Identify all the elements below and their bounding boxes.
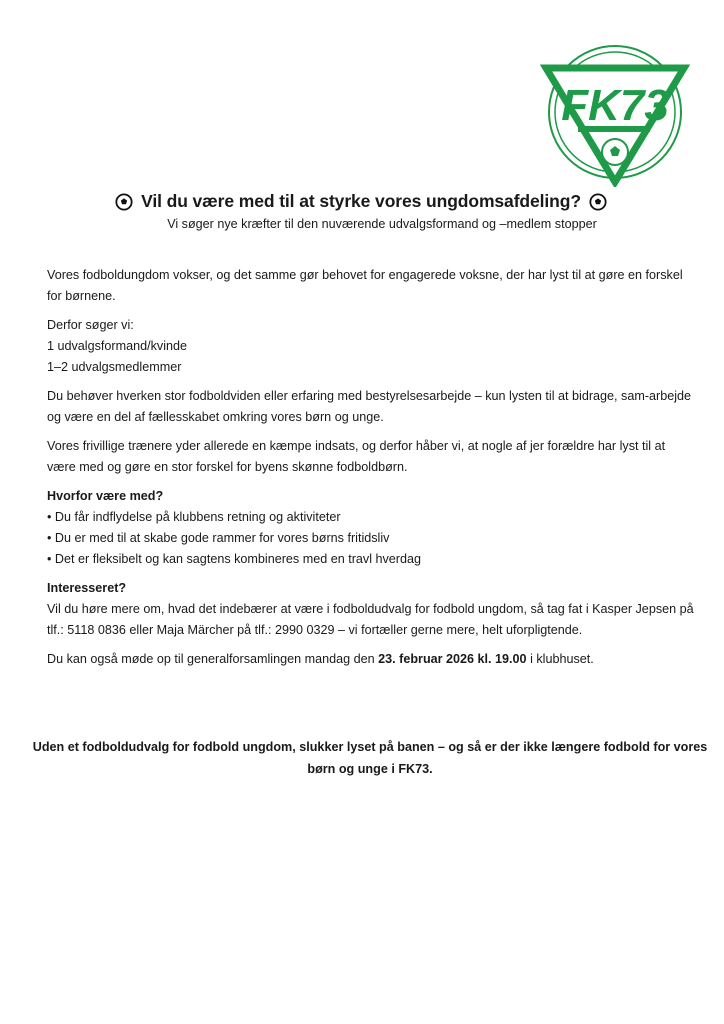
subtitle: Vi søger nye kræfter til den nuværende udvalgsformand og –medlem stopper (167, 217, 597, 231)
seeking-label: Derfor søger vi: (47, 318, 134, 332)
seeking-item: 1 udvalgsformand/kvinde (47, 339, 188, 353)
closing-statement: Uden et fodboldudvalg for fodbold ungdom, slukker lyset på banen – og så er der ikke længere fodbold for vores børn og unge i FK73. (32, 740, 708, 776)
intro-paragraph: Vores fodboldungdom vokser, og det samme gør behovet for engagerede voksne, der har lyst til at gøre en forskel for børnene. (47, 268, 683, 303)
meeting-date: 23. februar 2026 kl. 19.00 (378, 652, 527, 666)
soccer-ball-icon (115, 193, 133, 211)
interest-section (47, 578, 697, 641)
paragraph-2: Du behøver hverken stor fodboldviden eller erfaring med bestyrelsesarbejde – kun lysten til at bidrage, sam-arbejde og være en del af fællesskabet omkring vores børn og unge. (47, 389, 692, 424)
why-item: • Det er fleksibelt og kan sagtens kombineres med en travl hverdag (47, 552, 422, 566)
meeting-text: Du kan også møde op til generalforsamlingen mandag den (47, 652, 379, 666)
why-item: • Du får indflydelse på klubbens retning og aktiviteter (47, 510, 341, 524)
why-heading: Hvorfor være med? (47, 489, 164, 503)
document-body (47, 265, 697, 678)
meeting-paragraph (47, 649, 697, 670)
interest-text: Vil du høre mere om, hvad det indebærer at være i fodboldudvalg for fodbold ungdom, så tag fat i Kasper Jepsen på tlf.: 5118 0836 eller Maja Märcher på tlf.: 2990 0329 – vi fortæller gerne mere, helt uforpligtende. (47, 602, 694, 637)
header (0, 191, 724, 231)
seeking-list (47, 315, 697, 378)
interest-heading: Interesseret? (47, 581, 127, 595)
title-text: Vil du være med til at styrke vores ungdomsafdeling? (141, 191, 581, 211)
fk73-logo (540, 42, 690, 187)
soccer-ball-icon (589, 193, 607, 211)
meeting-location: i klubhuset. (526, 652, 594, 666)
paragraph-3: Vores frivillige trænere yder allerede en kæmpe indsats, og derfor håber vi, at nogle af jer forældre har lyst til at være med og gøre en stor forskel for byens skønne fodboldbørn. (47, 439, 666, 474)
why-section (47, 486, 697, 570)
page-title (0, 191, 724, 212)
why-item: • Du er med til at skabe gode rammer for vores børns fritidsliv (47, 531, 390, 545)
seeking-item: 1–2 udvalgsmedlemmer (47, 360, 182, 374)
logo-text: FK73 (561, 81, 669, 130)
